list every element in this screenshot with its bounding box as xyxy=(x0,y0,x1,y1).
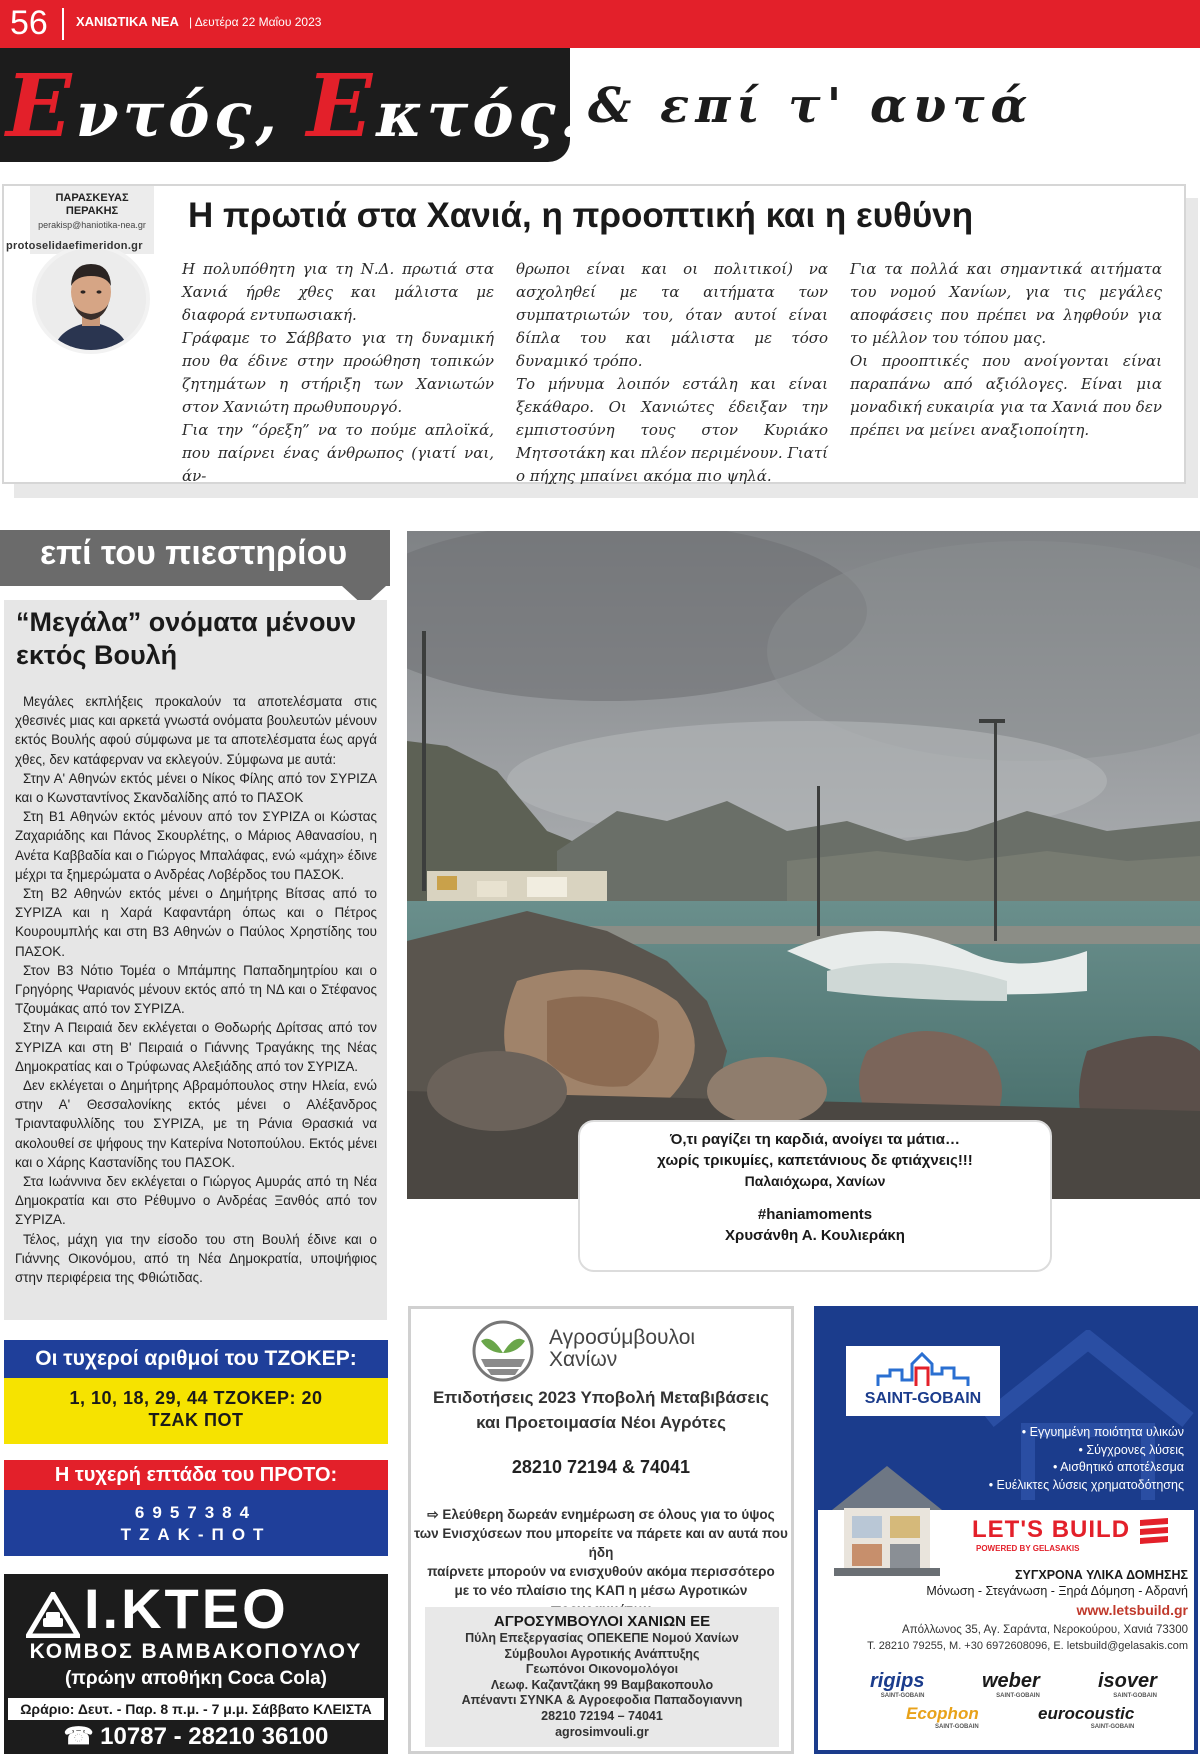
brand-sub: SAINT-GOBAIN xyxy=(996,1693,1040,1699)
agro-box-title: ΑΓΡΟΣΥΜΒΟΥΛΟΙ ΧΑΝΙΩΝ ΕΕ xyxy=(493,1613,711,1630)
agro-headline-line: Επιδοτήσεις 2023 Υποβολή Μεταβιβάσεις xyxy=(432,1388,770,1407)
agro-box-line: Λεωφ. Καζαντζάκη 99 Βαμβακοπουλο xyxy=(490,1677,714,1692)
kteo-subtitle: ΚΟΜΒΟΣ ΒΑΜΒΑΚΟΠΟΥΛΟΥ xyxy=(29,1640,363,1663)
joker-jackpot: ΤΖΑΚ ΠΟΤ xyxy=(148,1410,244,1430)
brand-isover xyxy=(1098,1670,1157,1699)
joker-title: Οι τυχεροί αριθμοί του ΤΖΟΚΕΡ: xyxy=(4,1340,388,1378)
caption-author: Χρυσάνθη Α. Κουλιεράκη xyxy=(725,1227,905,1244)
brand-label: weber xyxy=(982,1670,1040,1692)
paragraph: Η πολυπόθητη για τη Ν.Δ. πρωτιά στα Χανιά ήρθε χθες και μάλιστα με διαφορά εντυπωσιακή. xyxy=(182,260,494,324)
agro-name-line: Αγροσύμβουλοι xyxy=(549,1326,696,1349)
brand-weber xyxy=(982,1670,1040,1699)
warning-triangle-icon xyxy=(26,1592,80,1638)
feature-list xyxy=(989,1424,1184,1494)
house-cutaway-image xyxy=(824,1450,950,1580)
agro-box-line: Πύλη Επεξεργασίας ΟΠΕΚΕΠΕ Νομού Χανίων xyxy=(465,1631,739,1645)
editorial-column-1 xyxy=(182,258,494,488)
ad-services: Μόνωση - Στεγάνωση - Ξηρά Δόμηση - Αδρανή xyxy=(926,1584,1188,1598)
ad-tagline: ΣΥΓΧΡΟΝΑ ΥΛΙΚΑ ΔΟΜΗΣΗΣ xyxy=(1015,1568,1188,1582)
brand-name: SAINT-GOBAIN xyxy=(864,1390,982,1407)
stripes-logo-icon xyxy=(1136,1516,1172,1546)
column-title-tail: & επί τ' αυτά xyxy=(588,78,1034,134)
joker-numbers: 1, 10, 18, 29, 44 ΤΖΟΚΕΡ: 20 xyxy=(69,1388,323,1408)
harbor-photo xyxy=(407,531,1200,1199)
agro-name xyxy=(549,1327,695,1371)
agro-box-line: Απέναντι ΣΥΝΚΑ & Αγροεφοδια Παπαδογιαννη xyxy=(461,1693,743,1708)
skyline-logo-icon xyxy=(876,1350,970,1388)
joker-results xyxy=(4,1378,388,1444)
brand-label: Ecophon xyxy=(906,1704,979,1723)
brand-sub: SAINT-GOBAIN xyxy=(935,1724,979,1730)
agro-website: agrosimvouli.gr xyxy=(555,1724,649,1739)
proto-jackpot: ΤΖΑΚ-ΠΟΤ xyxy=(120,1525,272,1544)
feature-item: • Αισθητικό αποτέλεσμα xyxy=(1052,1460,1184,1474)
paragraph: Στα Ιωάννινα δεν εκλέγεται ο Γιώργος Αμυράς από τη Νέα Δημοκρατία και στο Ρέθυμνο ο Ανδρέας Ξανθός από τον ΣΥΡΙΖΑ. xyxy=(15,1174,377,1228)
paragraph: Τέλος, μάχη για την είσοδο του στη Βουλή έδινε και ο Γιάννης Οικονόμου, από τη Νέα Δημοκρατία, υποψήφιος στην περιφέρεια της Φθιώτιδας. xyxy=(15,1231,377,1286)
caption-place: Παλαιόχωρα, Χανίων xyxy=(744,1173,886,1189)
kteo-location: (πρώην αποθήκη Coca Cola) xyxy=(64,1668,328,1689)
brand-sub: SAINT-GOBAIN xyxy=(1090,1724,1135,1730)
kteo-ad xyxy=(4,1574,388,1754)
agro-info xyxy=(411,1505,791,1619)
kteo-hours: Ωράριο: Δευτ. - Παρ. 8 π.μ. - 7 μ.μ. Σάββατο ΚΛΕΙΣΤΑ xyxy=(8,1698,384,1720)
brand-ecophon xyxy=(906,1704,979,1730)
saint-gobain-logo xyxy=(846,1346,1000,1416)
paragraph: Οι προοπτικές που ανοίγονται είναι παραπάνω από αξιόλογες. Είναι μια μοναδική ευκαιρία για τα Χανιά που δεν πρέπει να μείνει αναξιοποίητη. xyxy=(850,352,1162,439)
agro-box-line: Γεωπόνοι Οικονομολόγοι xyxy=(525,1662,679,1677)
paper-name: ΧΑΝΙΩΤΙΚΑ ΝΕΑ xyxy=(76,14,179,29)
brand-sub: SAINT-GOBAIN xyxy=(1113,1693,1157,1699)
proto-title: Η τυχερή επτάδα του ΠΡΟΤΟ: xyxy=(4,1460,388,1490)
page-number: 56 xyxy=(10,4,48,42)
brand-eurocoustic xyxy=(1038,1704,1134,1730)
agro-info-line: παίρνετε μπορούν να ενισχυθούν ακόμα περισσότερο xyxy=(427,1564,775,1579)
agro-info-line: των Ενισχύσεων που μπορείτε να πάρετε και αν αυτά που ήδη xyxy=(414,1526,788,1560)
caption-line: χωρίς τρικυμίες, καπετάνιους δε φτιάχνεις!!! xyxy=(657,1152,973,1169)
paragraph: Στην Α Πειραιά δεν εκλέγεται ο Θοδωρής Δρίτσας από τον ΣΥΡΙΖΑ και στη Β' Πειραιά ο Γιάννης Τραγάκης της Νέας Δημοκρατίας και ο Τρύφωνας Αλεξιάδης από τον ΣΥΡΙΖΑ. xyxy=(15,1020,377,1074)
agro-phone: 28210 72194 & 74041 xyxy=(511,1457,691,1477)
letsbuild-logo: LET'S BUILD xyxy=(972,1516,1131,1543)
kteo-phone: ☎ 10787 - 28210 36100 xyxy=(63,1723,329,1750)
feature-item: • Εγγυημένη ποιότητα υλικών xyxy=(1021,1425,1184,1439)
paragraph: θρωποι είναι και οι πολιτικοί) να ασχοληθεί με τα αιτήματα των συμπατριωτών του, όταν αυτοί είναι δίπλα του και μάλιστα με τόσο δυναμικό τρόπο. xyxy=(516,260,828,370)
brand-label: eurocoustic xyxy=(1038,1704,1135,1723)
ad-address: Απόλλωνος 35, Αγ. Σαράντα, Νεροκούρου, Χανιά 73300 xyxy=(902,1624,1188,1636)
brand-label: isover xyxy=(1098,1670,1157,1692)
agro-info-line: με το νέο πλαίσιο της ΚΑΠ η μέσω Αγροτικών xyxy=(454,1583,748,1598)
paragraph: Για τα πολλά και σημαντικά αιτήματα του νομού Χανίων, για τις μεγάλες αποφάσεις που πρέπει να ληφθούν για το μέλλον του τόπου μας. xyxy=(850,260,1162,347)
paragraph: Γράφαμε το Σάββατο για τη δυναμική που θα έδινε στην προώθηση τοπικών ζητημάτων η στήριξη των Χανιωτών στον Χανιώτη πρωθυπουργό. xyxy=(182,329,494,416)
agro-headline xyxy=(411,1385,791,1435)
agro-box-line: 28210 72194 – 74041 xyxy=(541,1708,663,1723)
sprout-logo-icon xyxy=(471,1319,535,1383)
paragraph: Το μήνυμα λοιπόν εστάλη και είναι ξεκάθαρο. Οι Χανιώτες έδειξαν την εμπιστοσύνη τους στον Κυριάκο Μητσοτάκη και πλέον περιμένουν. Γιατί ο πήχης μπαίνει ακόμα πιο ψηλά. xyxy=(516,375,828,485)
proto-numbers: 6957384 xyxy=(134,1503,258,1522)
initial-letter: Ε xyxy=(6,56,76,157)
press-article-title: “Μεγάλα” ονόματα μένουν εκτός Βουλή xyxy=(16,607,357,670)
title-word: ντός, xyxy=(75,78,281,151)
column-title xyxy=(6,56,625,157)
paragraph: Στον Β3 Νότιο Τομέα ο Μπάμπης Παπαδημητρίου και ο Γρηγόρης Ψαριανός μένουν εκτός από τη ΝΔ και ο Στέφανος Τζουμάκας από τον ΣΥΡΙΖΑ. xyxy=(15,962,377,1017)
brand-rigips xyxy=(870,1670,924,1699)
powered-by: POWERED BY GELASAKIS xyxy=(976,1544,1080,1553)
press-article-body xyxy=(15,692,377,1287)
issue-date: | Δευτέρα 22 Μαΐου 2023 xyxy=(189,15,322,29)
author-photo xyxy=(32,244,150,354)
initial-letter: Ε xyxy=(306,56,377,157)
feature-item: • Ευέλικτες λύσεις χρηματοδότησης xyxy=(988,1477,1184,1492)
agro-name-line: Χανίων xyxy=(549,1348,618,1371)
author-name: ΠΑΡΑΣΚΕΥΑΣ ΠΕΡΑΚΗΣ xyxy=(55,192,129,217)
agro-contact-box xyxy=(425,1607,779,1747)
paragraph: Στη Β2 Αθηνών εκτός μένει ο Δημήτρης Βίτσας από το ΣΥΡΙΖΑ και η Χαρά Καφαντάρη όπως και ο Πέτρος Κουρουμπλής και στη Β3 Αθηνών ο Παύλος Χρηστίδης του ΠΑΣΟΚ. xyxy=(15,886,377,959)
proto-results xyxy=(4,1490,388,1556)
photo-caption xyxy=(578,1120,1052,1272)
title-word: κτός… xyxy=(376,78,626,151)
agro-info-line: ⇨ Ελεύθερη δωρεάν ενημέρωση σε όλους για το ύψος xyxy=(427,1507,775,1522)
brand-logos xyxy=(862,1670,1192,1740)
editorial-column-2 xyxy=(516,258,828,488)
caption-hashtag: #haniamoments xyxy=(757,1206,873,1223)
paragraph: Μεγάλες εκπλήξεις προκαλούν τα αποτελέσματα στις χθεσινές μιας και αρκετά γνωστά ονόματα βουλευτών μένουν εκτός Βουλής αφού σύμφωνα με τα αποτελέσματα έως αργά χθες, δεν κατάφερναν να εκλεγούν. Σύμφωνα με αυτά: xyxy=(15,694,377,767)
top-bar xyxy=(0,0,1200,48)
ad-website: www.letsbuild.gr xyxy=(1076,1602,1188,1618)
watermark: protoselidaefimeridon.gr xyxy=(6,240,143,252)
editorial-column-3 xyxy=(850,258,1162,442)
agro-box-line: Σύμβουλοι Αγροτικής Ανάπτυξης xyxy=(504,1646,700,1661)
paragraph: Στη Β1 Αθηνών εκτός μένουν από τον ΣΥΡΙΖΑ οι Κώστας Ζαχαριάδης και Πάνος Σκουρλέτης, ο Μάριος Αθανασίου, η Ανέτα Καββαδία και ο Γιώργος Μπαλάφας, ενώ «μάχη» έδινε μέχρι τα ξημερώματα ο Ανδρέας Λοβέρδος του ΠΑΣΟΚ. xyxy=(15,809,377,882)
agro-headline-line: και Προετοιμασία Νέοι Αγρότες xyxy=(476,1413,726,1432)
paragraph: Δεν εκλέγεται ο Δημήτρης Αβραμόπουλος στην Ηλεία, ενώ στην Α' Θεσσαλονίκης εκτός μένει ο Αλέξανδρος Τριανταφυλλίδης του ΣΥΡΙΖΑ, με τη Ράνια Θρασκιά να ακολουθεί σε ψήφους την Κατερίνα Νοτοπούλου. Εκτός μένει και ο Χάρης Καστανίδης του ΠΑΣΟΚ. xyxy=(15,1078,377,1170)
brand-sub: SAINT-GOBAIN xyxy=(880,1693,925,1699)
saint-gobain-ad xyxy=(814,1306,1198,1754)
caption-line: Ό,τι ραγίζει τη καρδιά, ανοίγει τα μάτια… xyxy=(670,1131,960,1148)
feature-item: • Σύγχρονες λύσεις xyxy=(1078,1442,1184,1457)
brand-label: rigips xyxy=(870,1670,925,1692)
author-email: perakisp@haniotika-nea.gr xyxy=(38,220,146,230)
kteo-title: Ι.ΚΤΕΟ xyxy=(84,1577,289,1640)
divider xyxy=(62,8,64,40)
agro-ad xyxy=(408,1306,794,1754)
paragraph: Για την “όρεξη” να το πούμε απλοϊκά, που παίρνει ένας άνθρωπος (γιατί ναι, άν- xyxy=(182,421,494,485)
editorial-title: Η πρωτιά στα Χανιά, η προοπτική και η ευθύνη xyxy=(188,196,974,235)
paragraph: Στην Α' Αθηνών εκτός μένει ο Νίκος Φίλης από τον ΣΥΡΙΖΑ και ο Κωνσταντίνος Σκανδαλίδης από το ΠΑΣΟΚ xyxy=(15,770,377,806)
ad-contact: T. 28210 79255, M. +30 6972608096, E. letsbuild@gelasakis.com xyxy=(867,1640,1188,1652)
section-title: επί του πιεστηρίου xyxy=(40,534,348,572)
